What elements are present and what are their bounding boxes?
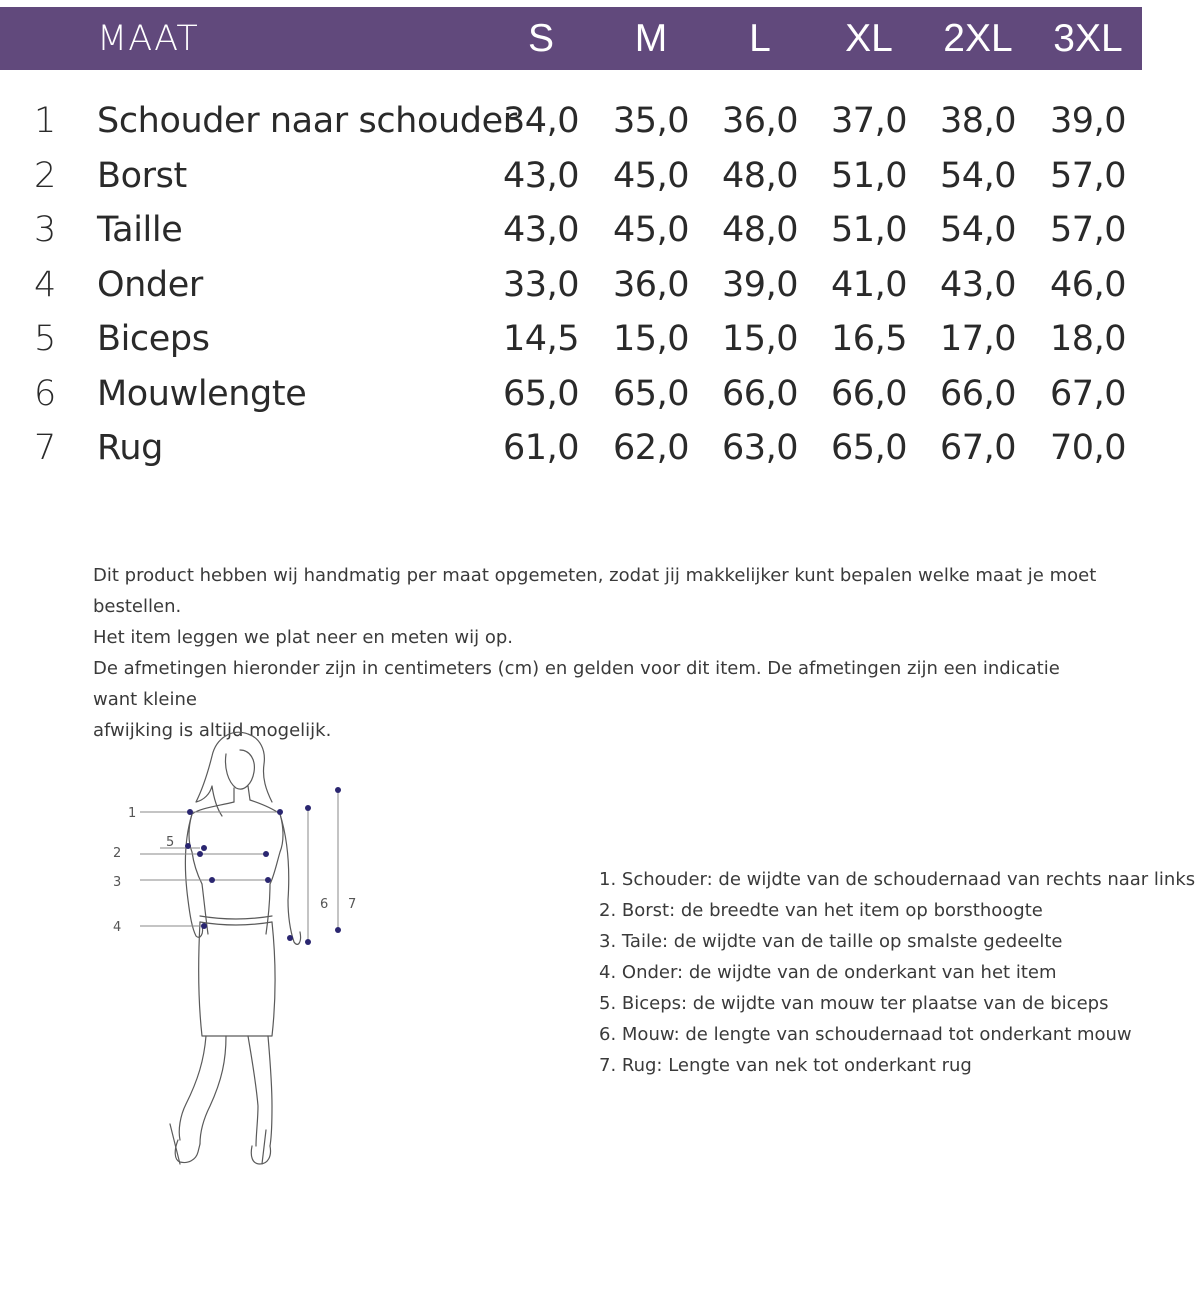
row-label: Biceps [97,319,210,359]
size-2xl: 2XL [943,17,1013,60]
table-cell: 66,0 [722,373,798,414]
table-cell: 45,0 [613,155,689,196]
table-cell: 18,0 [1050,319,1126,359]
legend-item: 6. Mouw: de lengte van schoudernaad tot onderkant mouw [599,1024,1132,1045]
table-row [0,428,1200,482]
table-row [0,374,1200,428]
size-m: M [634,17,668,60]
table-cell: 65,0 [831,428,907,468]
table-cell: 65,0 [503,373,579,414]
table-cell: 15,0 [613,319,689,359]
row-number: 7 [34,428,57,468]
table-cell: 34,0 [503,101,579,141]
table-cell: 48,0 [722,210,798,250]
description-line: Dit product hebben wij handmatig per maat opgemeten, zodat jij makkelijker kunt bepalen welke maat je moet bestellen. [93,565,1097,617]
row-number: 4 [34,264,57,305]
figure-label-2: 2 [113,846,122,861]
row-label: Taille [97,210,183,250]
table-cell: 33,0 [503,264,579,305]
legend-item: 5. Biceps: de wijdte van mouw ter plaatse van de biceps [599,993,1109,1014]
table-cell: 16,5 [831,319,907,359]
header-maat-label: MAAT [97,19,199,59]
table-cell: 70,0 [1050,428,1126,468]
description-line: afwijking is altijd mogelijk. [93,720,332,741]
row-label: Borst [97,155,187,196]
table-row [0,319,1200,373]
table-row [0,156,1200,210]
row-number: 2 [34,155,57,196]
legend-item: 3. Taile: de wijdte van de taille op smalste gedeelte [599,931,1063,952]
figure-label-7: 7 [348,897,357,912]
size-3xl: 3XL [1053,17,1123,60]
table-cell: 54,0 [940,155,1016,196]
row-number: 1 [34,101,57,141]
size-table-header [0,7,1142,70]
row-label: Onder [97,264,203,305]
row-label: Rug [97,428,163,468]
size-l: L [749,17,771,60]
measurement-markers [185,787,341,945]
description-line: De afmetingen hieronder zijn in centimeters (cm) en gelden voor dit item. De afmetingen zijn een indicatie want kleine [93,658,1060,710]
table-cell: 43,0 [503,210,579,250]
table-cell: 63,0 [722,428,798,468]
measurement-figure [100,720,380,1180]
figure-label-4: 4 [113,920,122,935]
table-cell: 46,0 [1050,264,1126,305]
row-label: Schouder naar schouder [97,101,517,141]
table-cell: 39,0 [1050,101,1126,141]
legend-item: 7. Rug: Lengte van nek tot onderkant rug [599,1055,972,1076]
table-cell: 43,0 [940,264,1016,305]
row-number: 3 [34,210,57,250]
description [93,560,1103,746]
table-cell: 67,0 [940,428,1016,468]
table-cell: 36,0 [613,264,689,305]
table-cell: 66,0 [831,373,907,414]
table-cell: 14,5 [503,319,579,359]
table-cell: 36,0 [722,101,798,141]
figure-label-5: 5 [166,835,175,850]
table-cell: 51,0 [831,210,907,250]
woman-outline [170,732,301,1164]
size-xl: XL [845,17,893,60]
table-cell: 17,0 [940,319,1016,359]
table-cell: 57,0 [1050,155,1126,196]
table-cell: 54,0 [940,210,1016,250]
table-cell: 37,0 [831,101,907,141]
row-number: 5 [34,319,57,359]
table-cell: 67,0 [1050,373,1126,414]
row-label: Mouwlengte [97,373,307,414]
table-cell: 51,0 [831,155,907,196]
legend-item: 2. Borst: de breedte van het item op borsthoogte [599,900,1043,921]
table-row [0,101,1200,155]
description-line: Het item leggen we plat neer en meten wij op. [93,627,514,648]
measurement-legend [599,864,1196,1081]
legend-item: 1. Schouder: de wijdte van de schoudernaad van rechts naar links [599,869,1196,890]
table-cell: 35,0 [613,101,689,141]
table-cell: 38,0 [940,101,1016,141]
size-s: S [527,17,554,60]
figure-label-6: 6 [320,897,329,912]
figure-label-1: 1 [128,806,137,821]
legend-item: 4. Onder: de wijdte van de onderkant van het item [599,962,1057,983]
table-cell: 61,0 [503,428,579,468]
table-row [0,265,1200,319]
table-cell: 48,0 [722,155,798,196]
table-cell: 43,0 [503,155,579,196]
table-cell: 15,0 [722,319,798,359]
table-cell: 57,0 [1050,210,1126,250]
table-cell: 41,0 [831,264,907,305]
table-cell: 39,0 [722,264,798,305]
table-cell: 45,0 [613,210,689,250]
figure-label-3: 3 [113,875,122,890]
table-cell: 66,0 [940,373,1016,414]
row-number: 6 [34,373,57,414]
table-cell: 62,0 [613,428,689,468]
table-row [0,210,1200,264]
table-cell: 65,0 [613,373,689,414]
